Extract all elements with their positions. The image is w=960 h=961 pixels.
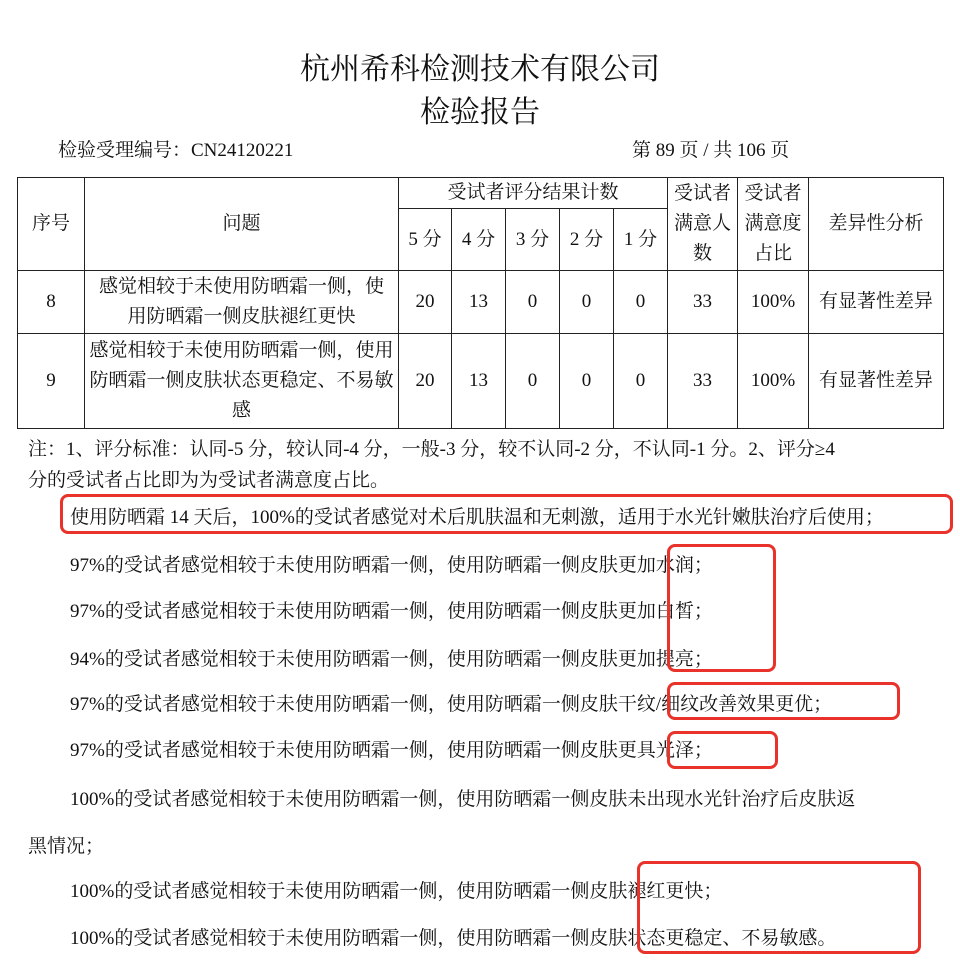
header-satisfied-ratio: 受试者满意度占比	[738, 178, 809, 271]
cell-ratio: 100%	[738, 334, 809, 429]
cell-count: 33	[668, 271, 738, 334]
conclusion-8: 100%的受试者感觉相较于未使用防晒霜一侧，使用防晒霜一侧皮肤褪红更快；	[70, 881, 723, 902]
cell-s4: 13	[452, 271, 506, 334]
highlight-box	[60, 494, 953, 534]
table-row	[18, 271, 944, 334]
conclusion-5: 97%的受试者感觉相较于未使用防晒霜一侧，使用防晒霜一侧皮肤干纹/细纹改善效果更优；	[70, 694, 833, 715]
cell-question: 感觉相较于未使用防晒霜一侧，使用防晒霜一侧皮肤褪红更快	[85, 271, 399, 334]
acceptance-number: 检验受理编号：CN24120221	[58, 140, 294, 161]
table-row	[18, 334, 944, 429]
highlight-box	[637, 861, 921, 954]
cell-analysis: 有显著性差异	[809, 271, 944, 334]
cell-s1: 0	[614, 271, 668, 334]
conclusion-2: 97%的受试者感觉相较于未使用防晒霜一侧，使用防晒霜一侧皮肤更加水润；	[70, 555, 713, 576]
cell-s2: 0	[560, 271, 614, 334]
header-score-5: 5 分	[399, 209, 452, 271]
header-satisfied-count: 受试者满意人数	[668, 178, 738, 271]
results-table	[17, 177, 944, 429]
conclusion-9: 100%的受试者感觉相较于未使用防晒霜一侧，使用防晒霜一侧皮肤状态更稳定、不易敏感。	[70, 928, 837, 949]
conclusion-4: 94%的受试者感觉相较于未使用防晒霜一侧，使用防晒霜一侧皮肤更加提亮；	[70, 649, 713, 670]
header-question: 问题	[85, 178, 399, 271]
header-score-1: 1 分	[614, 209, 668, 271]
cell-ratio: 100%	[738, 271, 809, 334]
cell-s3: 0	[506, 334, 560, 429]
report-title: 检验报告	[420, 96, 540, 129]
cell-no: 9	[18, 334, 85, 429]
cell-s5: 20	[399, 271, 452, 334]
header-no: 序号	[18, 178, 85, 271]
conclusion-7-cont: 黑情况；	[28, 836, 105, 857]
header-score-3: 3 分	[506, 209, 560, 271]
highlight-box	[667, 731, 778, 769]
cell-question: 感觉相较于未使用防晒霜一侧，使用防晒霜一侧皮肤状态更稳定、不易敏感	[85, 334, 399, 429]
highlight-box	[667, 682, 900, 720]
header-score-4: 4 分	[452, 209, 506, 271]
conclusion-1: 使用防晒霜 14 天后，100%的受试者感觉对术后肌肤温和无刺激，适用于水光针嫩肤治疗后使用；	[70, 507, 884, 528]
cell-s2: 0	[560, 334, 614, 429]
cell-s4: 13	[452, 334, 506, 429]
cell-s1: 0	[614, 334, 668, 429]
cell-s5: 20	[399, 334, 452, 429]
conclusion-3: 97%的受试者感觉相较于未使用防晒霜一侧，使用防晒霜一侧皮肤更加白皙；	[70, 601, 713, 622]
cell-no: 8	[18, 271, 85, 334]
header-analysis: 差异性分析	[809, 178, 944, 271]
header-score-2: 2 分	[560, 209, 614, 271]
cell-s3: 0	[506, 271, 560, 334]
header-score-group: 受试者评分结果计数	[399, 178, 668, 209]
page-number: 第 89 页 / 共 106 页	[632, 140, 790, 161]
company-title: 杭州希科检测技术有限公司	[300, 53, 660, 86]
note-line-1: 注：1、评分标准：认同-5 分，较认同-4 分，一般-3 分，较不认同-2 分，不认同-1 分。2、评分≥4	[28, 439, 835, 460]
cell-analysis: 有显著性差异	[809, 334, 944, 429]
highlight-box	[667, 544, 776, 672]
conclusion-6: 97%的受试者感觉相较于未使用防晒霜一侧，使用防晒霜一侧皮肤更具光泽；	[70, 740, 713, 761]
note-line-2: 分的受试者占比即为为受试者满意度占比。	[28, 470, 390, 491]
cell-count: 33	[668, 334, 738, 429]
conclusion-7: 100%的受试者感觉相较于未使用防晒霜一侧，使用防晒霜一侧皮肤未出现水光针治疗后皮肤返	[70, 789, 856, 810]
